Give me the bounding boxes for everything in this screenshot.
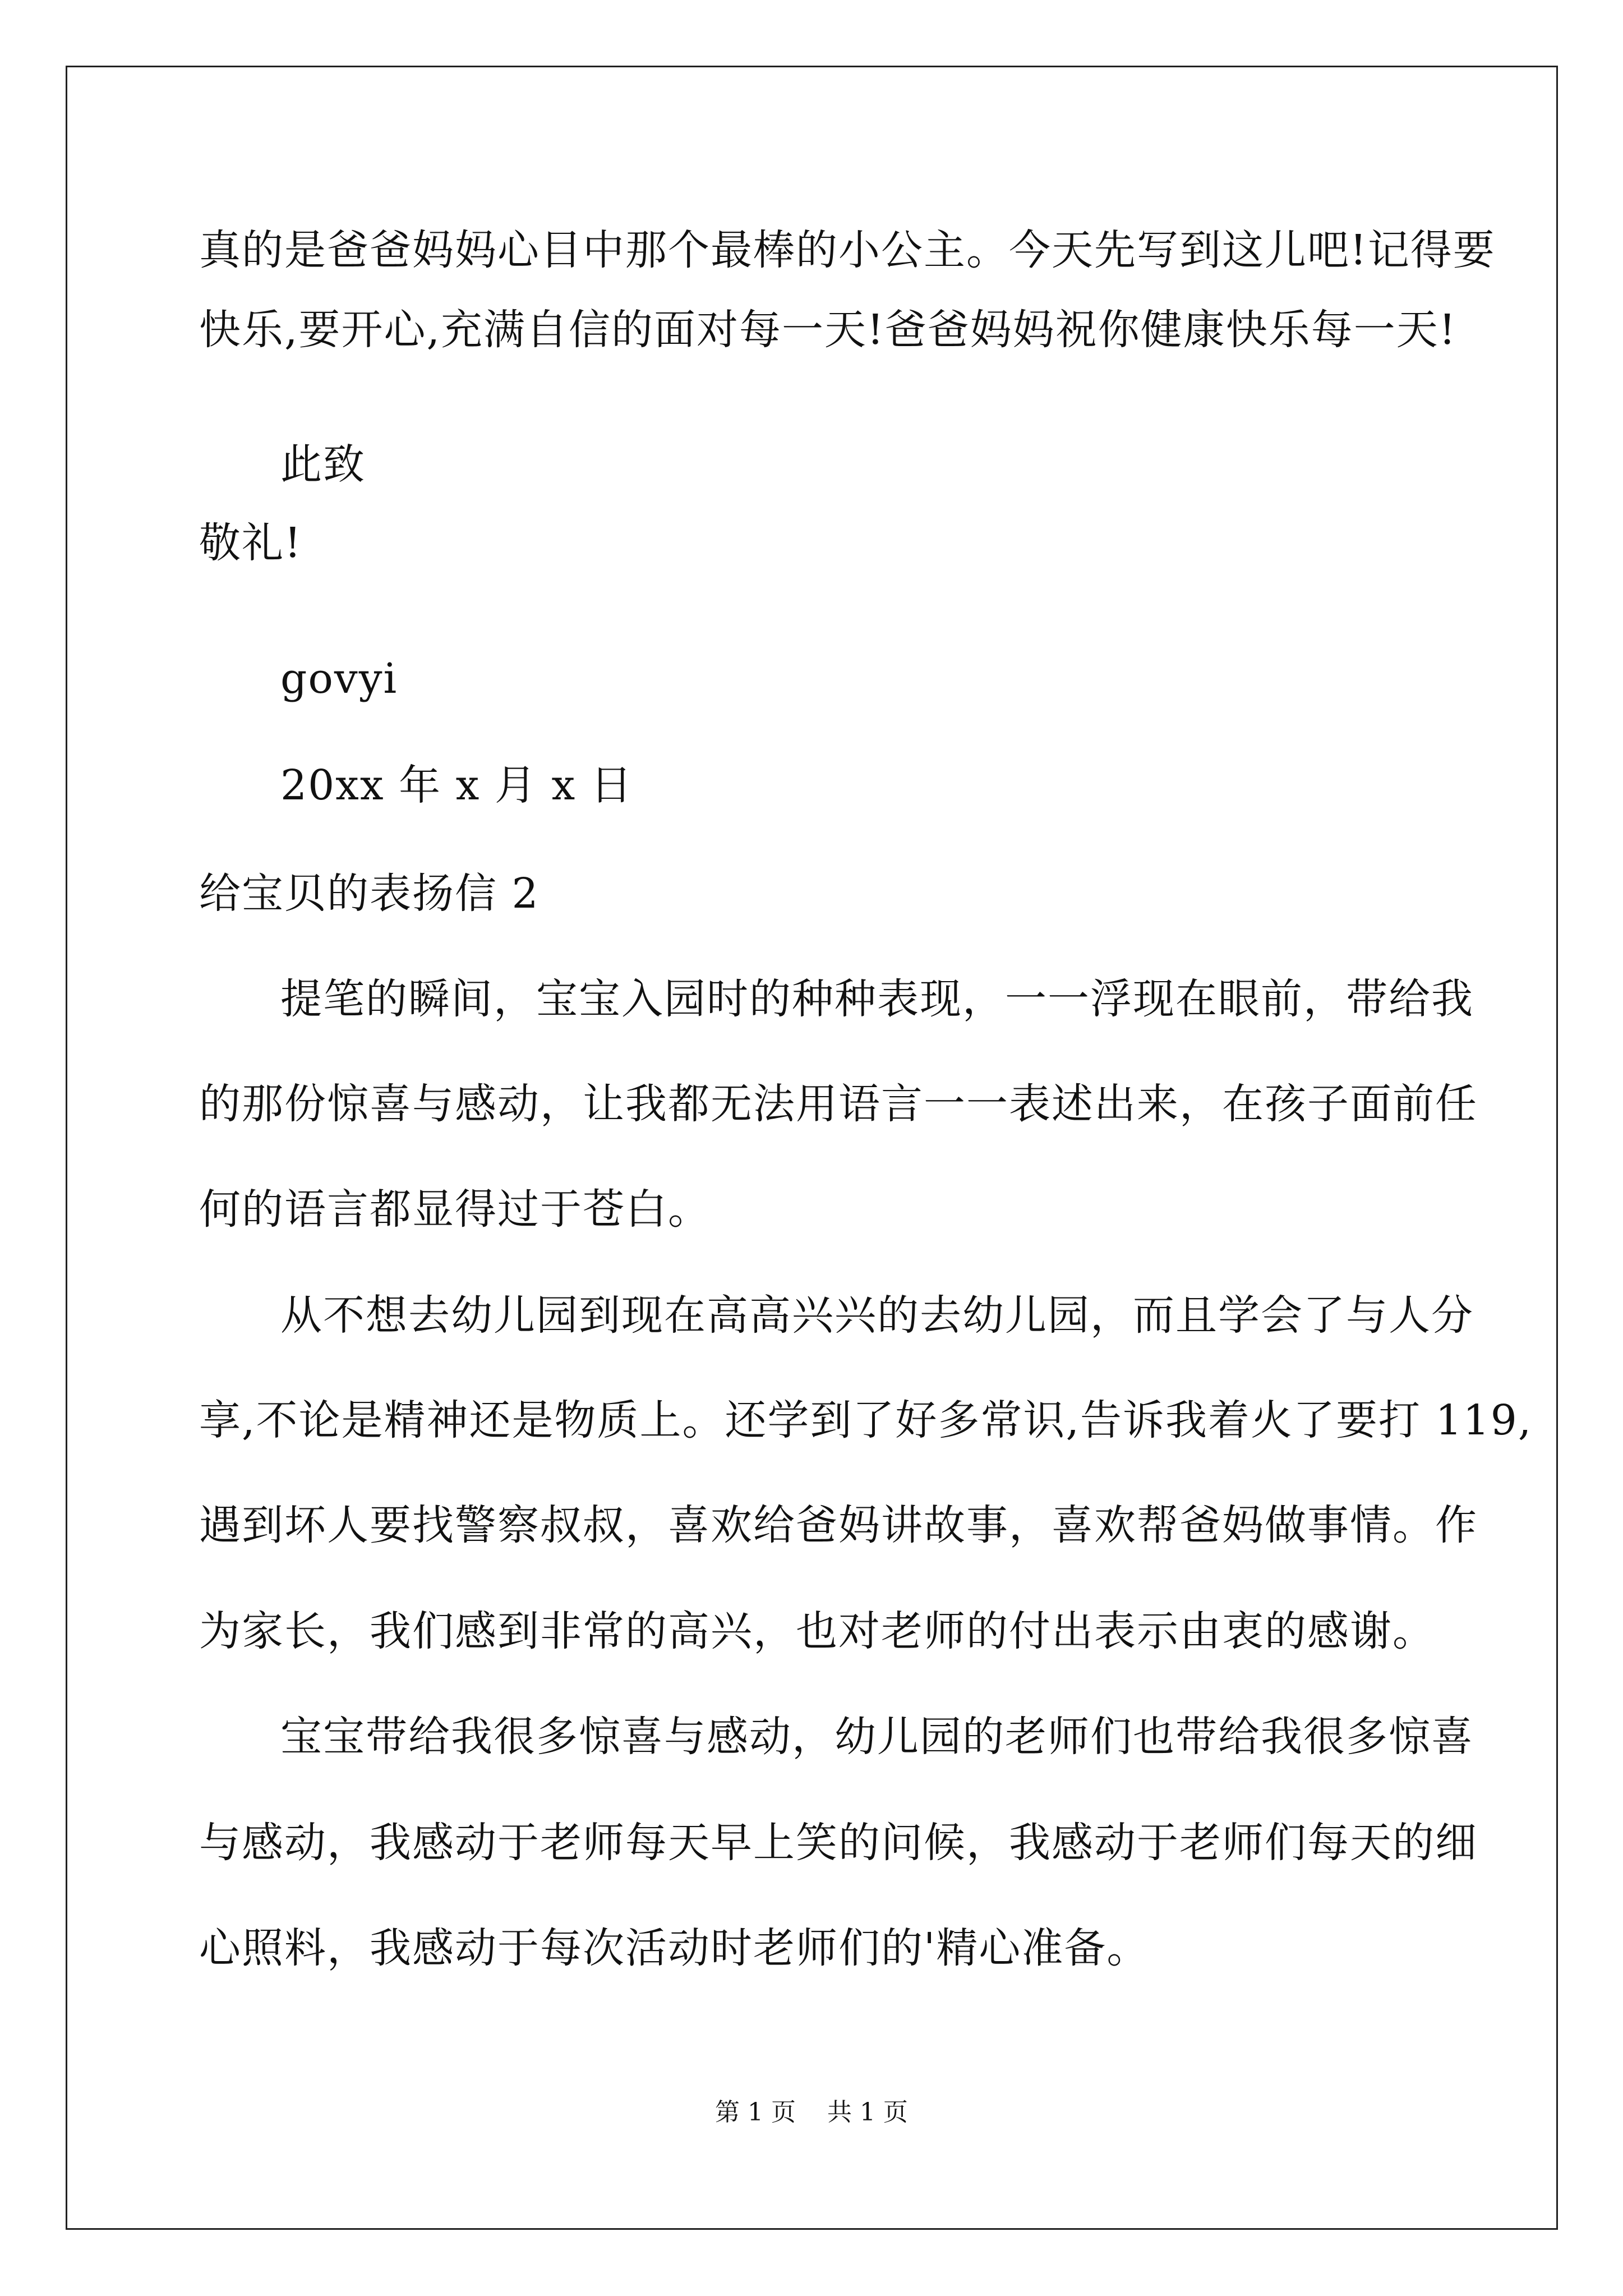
text-line-17: 心照料，我感动于每次活动时老师们的'精心准备。	[199, 1924, 1150, 1972]
text-line-1: 真的是爸爸妈妈心目中那个最棒的小公主。今天先写到这儿吧!记得要	[199, 226, 1496, 274]
text-line-15: 宝宝带给我很多惊喜与感动，幼儿园的老师们也带给我很多惊喜	[280, 1713, 1474, 1761]
text-line-2: 快乐,要开心,充满自信的面对每一天!爸爸妈妈祝你健康快乐每一天!	[199, 306, 1457, 354]
text-line-9: 的那份惊喜与感动，让我都无法用语言一一表述出来，在孩子面前任	[199, 1080, 1478, 1128]
text-line-14: 为家长，我们感到非常的高兴，也对老师的付出表示由衷的感谢。	[199, 1607, 1435, 1655]
text-line-11: 从不想去幼儿园到现在高高兴兴的去幼儿园，而且学会了与人分	[280, 1291, 1474, 1340]
text-line-10: 何的语言都显得过于苍白。	[199, 1185, 711, 1234]
text-line-13: 遇到坏人要找警察叔叔，喜欢给爸妈讲故事，喜欢帮爸妈做事情。作	[199, 1501, 1478, 1549]
closing-salutation: 此致	[280, 440, 366, 489]
closing-regards: 敬礼!	[199, 519, 302, 567]
letter-date: 20xx 年 x 月 x 日	[280, 761, 633, 809]
page-border	[66, 66, 1558, 2230]
section-title: 给宝贝的表扬信 2	[199, 869, 540, 918]
page-footer: 第 1 页 共 1 页	[715, 2098, 908, 2127]
signature: govyi	[280, 655, 398, 703]
text-line-8: 提笔的瞬间，宝宝入园时的种种表现，一一浮现在眼前，带给我	[280, 975, 1474, 1023]
text-line-12: 享,不论是精神还是物质上。还学到了好多常识,告诉我着火了要打 119,	[199, 1396, 1533, 1444]
text-line-16: 与感动，我感动于老师每天早上笑的问候，我感动于老师们每天的细	[199, 1819, 1478, 1867]
